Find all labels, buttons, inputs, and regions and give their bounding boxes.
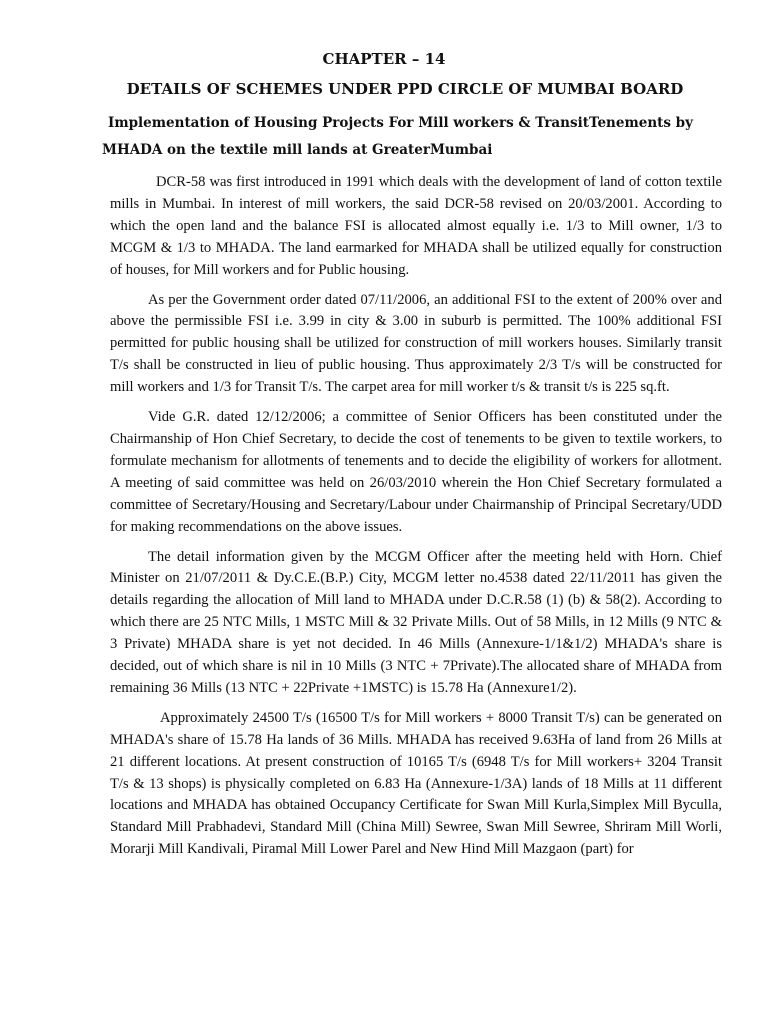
paragraph-mcgm-allocation: The detail information given by the MCGM Officer after the meeting held with Horn. Chief Minister on 21/07/2011 & Dy.C.E.(B.P.) City, MCGM letter no.4538 dated 22/11/2011 has given the details regarding the allocation of Mill land to MHADA under D.C.R.58 (1) (b) & 58(2). According to which there are 25 NTC Mills, 1 MSTC Mill & 32 Private Mills. Out of 58 Mills, in 12 Mills (9 NTC & 3 Private) MHADA share is yet not decided. In 46 Mills (Annexure-1/1&1/2) MHADA's share is decided, out of which share is nil in 10 Mills (3 NTC + 7Private).The allocated share of MHADA from remaining 36 Mills (13 NTC + 22Private +1MSTC) is 15.78 Ha (Annexure1/2). — [110, 548, 722, 696]
page-title: DETAILS OF SCHEMES UNDER PPD CIRCLE OF MUMBAI BOARD — [126, 80, 684, 98]
subtitle-line-2: MHADA on the textile mill lands at GreaterMumbai — [102, 142, 493, 158]
chapter-heading: CHAPTER – 14 — [322, 50, 446, 68]
body-text — [110, 172, 722, 869]
paragraph-dcr58: DCR-58 was first introduced in 1991 which deals with the development of land of cotton textile mills in Mumbai. In interest of mill workers, the said DCR-58 revised on 20/03/2001. According to which the open land and the balance FSI is allocated almost equally i.e. 1/3 to Mill owner, 1/3 to MCGM & 1/3 to MHADA. The land earmarked for MHADA shall be utilized equally for construction of houses, for Mill workers and for Public housing. — [110, 174, 722, 278]
subtitle — [102, 110, 722, 164]
paragraph-gr-committee: Vide G.R. dated 12/12/2006; a committee of Senior Officers has been constituted under the Chairmanship of Hon Chief Secretary, to decide the cost of tenements to be given to textile workers, to formulate mechanism for allotments of tenements and to decide the eligibility of workers for allotment. A meeting of said committee was held on 26/03/2010 wherein the Hon Chief Secretary formulated a committee of Secretary/Housing and Secretary/Labour under Chairmanship of Principal Secretary/UDD for making recommendations on the above issues. — [110, 409, 722, 535]
paragraph-government-order: As per the Government order dated 07/11/2006, an additional FSI to the extent of 200% over and above the permissible FSI i.e. 3.99 in city & 3.00 in suburb is permitted. The 100% additional FSI permitted for public housing shall be utilized for construction of mill workers houses. Similarly transit T/s shall be constructed in lieu of public housing. Thus approximately 2/3 T/s will be constructed for mill workers and 1/3 for Transit T/s. The carpet area for mill worker t/s & transit t/s is 225 sq.ft. — [110, 291, 722, 396]
paragraph-tenements: Approximately 24500 T/s (16500 T/s for Mill workers + 8000 Transit T/s) can be generated on MHADA's share of 15.78 Ha lands of 36 Mills. MHADA has received 9.63Ha of land from 26 Mills at 21 different locations. At present construction of 10165 T/s (6948 T/s for Mill workers+ 3204 Transit T/s & 13 shops) is physically completed on 6.83 Ha (Annexure-1/3A) lands of 18 Mills at 11 different locations and MHADA has obtained Occupancy Certificate for Swan Mill Kurla,Simplex Mill Byculla, Standard Mill Prabhadevi, Standard Mill (China Mill) Sewree, Swan Mill Sewree, Shriram Mill Worli, Morarji Mill Kandivali, Piramal Mill Lower Parel and New Hind Mill Mazgaon (part) for — [110, 709, 722, 858]
subtitle-line-1: Implementation of Housing Projects For Mill workers & TransitTenements by — [108, 115, 693, 131]
